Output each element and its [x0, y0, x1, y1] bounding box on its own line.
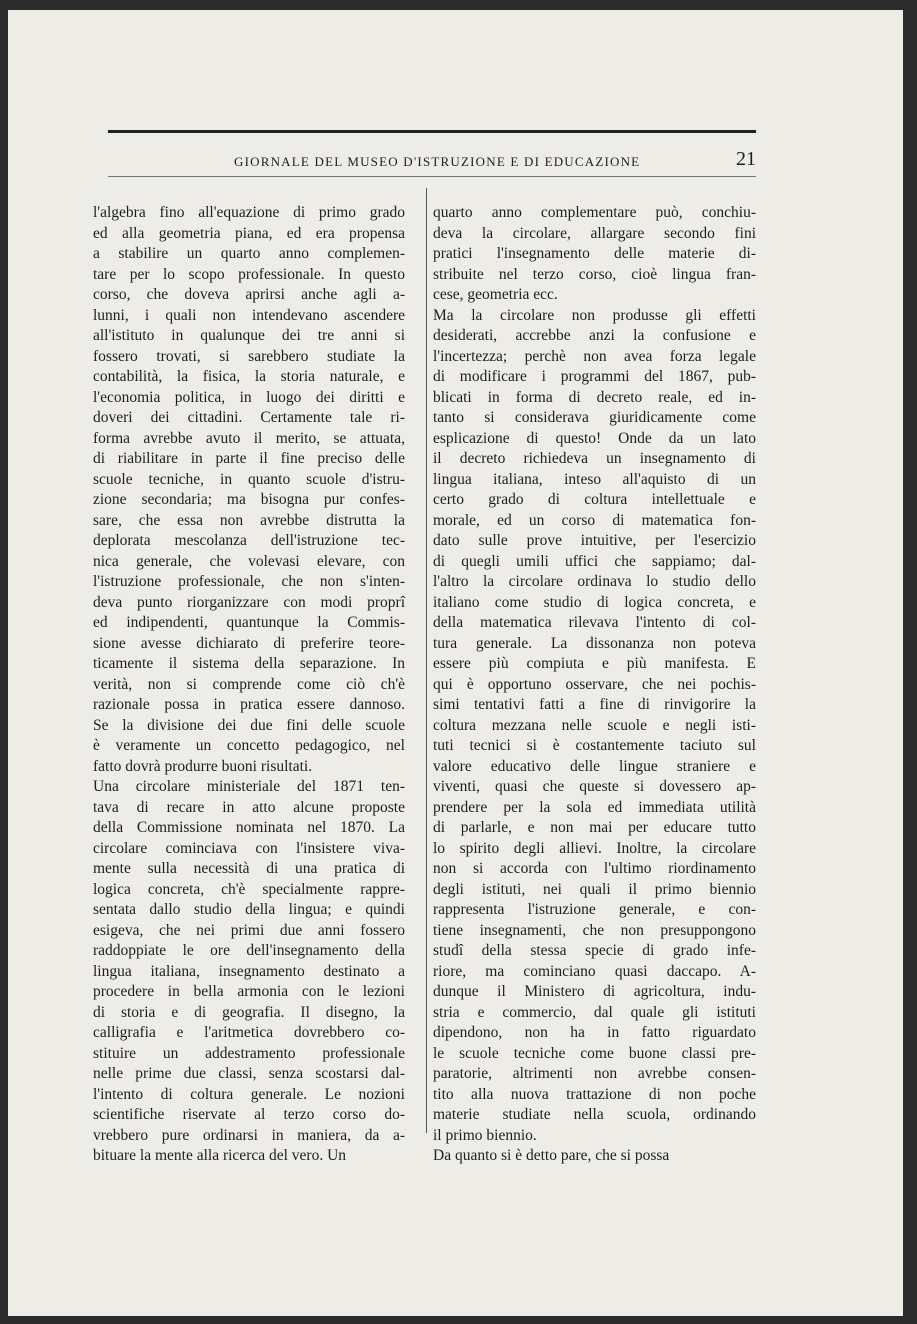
text-line: prendere per la sola ed immediata utilità	[433, 798, 756, 816]
text-line: dunque il Ministero di agricoltura, indu-	[433, 983, 756, 1000]
text-line: logica concreta, ch'è specialmente rappre-	[93, 880, 405, 898]
text-line: esigeva, che nei primi due anni fossero	[93, 921, 405, 939]
text-line: sione avesse dichiarato di preferire teore-	[93, 634, 405, 652]
text-line: l'algebra fino all'equazione di primo grado	[93, 204, 405, 221]
text-line: vrebbero pure ordinarsi in maniera, da a-	[93, 1126, 405, 1144]
text-line: Ma la circolare non produsse gli effetti	[433, 306, 756, 324]
text-line: della matematica rilevava l'intento di col-	[433, 614, 756, 631]
text-line: valore educativo delle lingue straniere e	[433, 757, 756, 775]
text-line: paratorie, altrimenti non avrebbe consen-	[433, 1065, 756, 1082]
text-line: l'economia politica, in luogo dei diritti e	[93, 388, 405, 406]
text-line: circolare cominciava con l'insistere viva-	[93, 839, 405, 857]
text-line: simi tentativi fatti a fine di rinvigorire la	[433, 696, 756, 713]
text-line: Una circolare ministeriale del 1871 ten-	[93, 778, 405, 795]
running-header	[108, 148, 756, 172]
text-line: ticamente il sistema della separazione. In	[93, 655, 405, 672]
text-line: degli istituti, nei quali il primo biennio	[433, 880, 756, 898]
text-line: a stabilire un quarto anno complemen-	[93, 245, 405, 262]
text-line: ed indipendenti, quantunque la Commis-	[93, 614, 405, 631]
text-line: deva la circolare, allargare secondo fini	[433, 224, 756, 242]
text-line: qui è opportuno osservare, che nei pochis-	[433, 675, 756, 693]
text-line: desiderati, accrebbe anzi la confusione e	[433, 327, 756, 344]
text-line: tava di recare in atto alcune proposte	[93, 798, 405, 816]
text-line: procedere in bella armonia con le lezioni	[93, 983, 405, 1000]
text-line: esplicazione di questo! Onde da un lato	[433, 429, 756, 447]
text-line: della Commissione nominata nel 1870. La	[93, 819, 405, 836]
header-underline	[108, 176, 756, 177]
text-line: doveri dei cittadini. Certamente tale ri-	[93, 409, 405, 426]
text-line: sentata dallo studio della lingua; e quindi	[93, 901, 405, 918]
text-line: cese, geometria ecc.	[433, 286, 558, 303]
text-line: raddoppiate le ore dell'insegnamento della	[93, 942, 405, 959]
text-line: fatto dovrà produrre buoni risultati.	[93, 757, 313, 775]
text-line: italiano come studio di logica concreta, e	[433, 593, 756, 611]
text-line: contabilità, la fisica, la storia naturale, e	[93, 368, 405, 385]
running-title: GIORNALE DEL MUSEO D'ISTRUZIONE E DI EDUCAZIONE	[234, 154, 641, 169]
text-line: Da quanto si è detto pare, che si possa	[433, 1147, 670, 1164]
text-line: tura generale. La dissonanza non poteva	[433, 634, 756, 652]
text-line: di parlarle, e non mai per educare tutto	[433, 819, 756, 836]
text-line: le scuole tecniche come buone classi pre-	[433, 1044, 756, 1062]
text-line: ed alla geometria piana, ed era propensa	[93, 224, 405, 242]
text-line: forma avrebbe avuto il merito, se attuata,	[93, 429, 405, 447]
text-line: certo grado di coltura intellettuale e	[433, 491, 756, 508]
text-line: il decreto richiedeva un insegnamento di	[433, 450, 756, 467]
text-line: deplorata mescolanza dell'istruzione tec-	[93, 532, 405, 549]
text-line: tanto si considerava giuridicamente come	[433, 409, 756, 426]
text-line: blicati in forma di decreto reale, ed in-	[433, 388, 756, 406]
text-line: deva punto riorganizzare con modi proprî	[93, 593, 405, 611]
text-line: dato sulle prove intuitive, per l'esercizio	[433, 532, 756, 549]
text-line: quarto anno complementare può, conchiu-	[433, 204, 756, 221]
text-line: tare per lo scopo professionale. In questo	[93, 265, 405, 283]
book-page	[8, 10, 903, 1316]
text-line: all'istituto in qualunque dei tre anni si	[93, 327, 405, 344]
text-line: nica generale, che volevasi elevare, con	[93, 552, 405, 570]
text-line: sare, che essa non avrebbe distrutta la	[93, 511, 405, 529]
text-line: tiene insegnamenti, che non presuppongono	[433, 921, 756, 939]
text-line: di riabilitare in parte il fine preciso delle	[93, 450, 405, 467]
text-line: scientifiche riservate al terzo corso do-	[93, 1106, 405, 1123]
text-line: dipendono, non ha in fatto riguardato	[433, 1024, 756, 1041]
text-line: lingua italiana, inteso all'aquisto di un	[433, 470, 756, 488]
text-line: materie studiate nella scuola, ordinando	[433, 1106, 756, 1123]
text-line: nelle prime due classi, senza scostarsi dal-	[93, 1065, 405, 1082]
column-divider	[426, 188, 427, 1133]
text-line: l'altro la circolare ordinava lo studio dello	[433, 573, 756, 590]
text-line: tuti tecnici si è costantemente taciuto sul	[433, 737, 756, 754]
text-line: riore, ma cominciano quasi daccapo. A-	[433, 962, 756, 980]
text-line: razionale possa in pratica essere dannoso.	[93, 696, 405, 713]
text-line: coltura mezzana nelle scuole e negli isti-	[433, 716, 756, 734]
text-line: di modificare i programmi del 1867, pub-	[433, 368, 756, 385]
text-line: lo spirito degli allievi. Inoltre, la circolare	[433, 839, 756, 857]
text-line: l'incertezza; perchè non avea forza legale	[433, 347, 756, 365]
text-line: di quegli umili uffici che sappiamo; dal-	[433, 552, 756, 570]
right-column	[433, 203, 756, 1167]
text-line: lunni, i quali non intendevano ascendere	[93, 306, 405, 324]
text-line: fossero trovati, si sarebbero studiate la	[93, 347, 405, 365]
page-number: 21	[736, 148, 756, 170]
text-line: scuole tecniche, in quanto scuole d'istru-	[93, 470, 405, 488]
text-line: l'intento di coltura generale. Le nozioni	[93, 1085, 405, 1103]
text-line: essere più compiuta e più manifesta. E	[433, 655, 756, 672]
text-line: l'istruzione professionale, che non s'inten-	[93, 573, 405, 590]
header-rule	[108, 130, 756, 133]
text-line: zione secondaria; ma bisogna pur confes-	[93, 491, 405, 508]
text-line: mente sulla necessità di una pratica di	[93, 860, 405, 877]
text-line: è veramente un concetto pedagogico, nel	[93, 737, 405, 754]
text-line: stria e commercio, dal quale gli istituti	[433, 1003, 756, 1021]
text-line: Se la divisione dei due fini delle scuole	[93, 716, 405, 734]
text-line: pratici l'insegnamento delle materie di-	[433, 245, 756, 262]
text-line: tito alla nuova trattazione di non poche	[433, 1085, 756, 1103]
text-line: stituire un addestramento professionale	[93, 1044, 405, 1062]
text-line: non si accorda con l'ultimo riordinamento	[433, 860, 756, 877]
left-column	[93, 203, 405, 1167]
text-line: corso, che doveva aprirsi anche agli a-	[93, 286, 405, 303]
text-line: lingua italiana, insegnamento destinato a	[93, 962, 405, 980]
text-line: verità, non si comprende come ciò ch'è	[93, 675, 405, 693]
text-line: il primo biennio.	[433, 1126, 537, 1144]
text-line: bituare la mente alla ricerca del vero. Un	[93, 1147, 347, 1164]
text-line: di storia e di geografia. Il disegno, la	[93, 1003, 405, 1021]
text-line: viventi, quasi che queste si dovessero ap-	[433, 778, 756, 795]
text-line: rappresenta l'istruzione generale, e con-	[433, 901, 756, 918]
text-line: morale, ed un corso di matematica fon-	[433, 511, 756, 529]
text-line: calligrafia e l'aritmetica dovrebbero co-	[93, 1024, 405, 1041]
text-line: stribuite nel terzo corso, cioè lingua fran-	[433, 265, 756, 283]
text-line: studî della stessa specie di grado infe-	[433, 942, 756, 959]
